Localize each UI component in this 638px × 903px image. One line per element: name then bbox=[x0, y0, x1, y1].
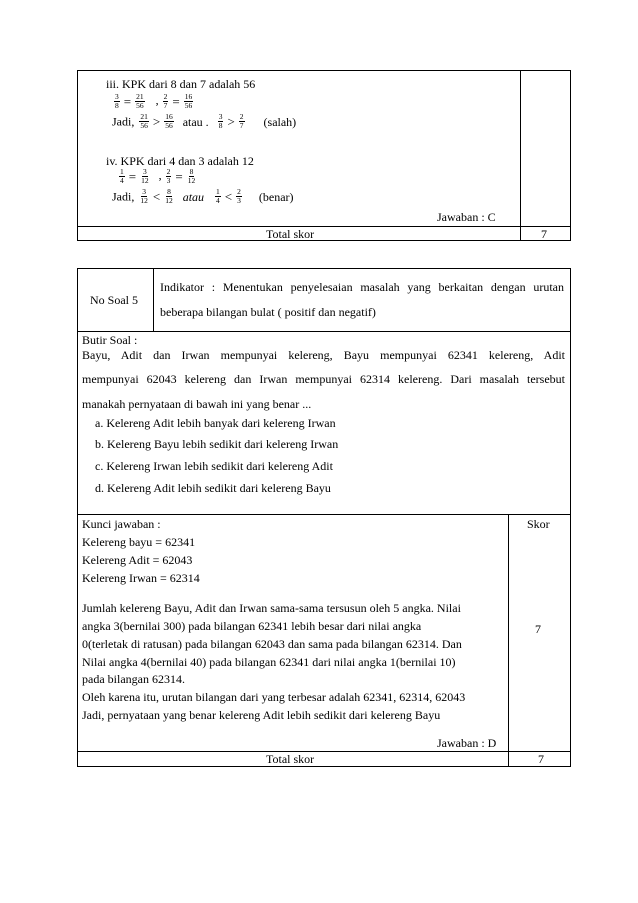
fraction: $\frac{3}{8}$ bbox=[218, 112, 223, 130]
answer-c: Jawaban : C bbox=[437, 210, 496, 224]
kunci-line-irwan: Kelereng Irwan = 62314 bbox=[82, 571, 200, 585]
fraction: $\frac{8}{12}$ bbox=[187, 167, 196, 185]
question-line-1: Bayu, Adit dan Irwan mempunyai kelereng, Bayu mempunyai 62341 kelereng, Adit bbox=[82, 348, 565, 362]
item-iii-equation: $\frac{3}{8}$ = $\frac{21}{56}$ , $\frac{2}{7}$ = $\frac{16}{56}$ bbox=[115, 92, 193, 110]
kunci-line-adit: Kelereng Adit = 62043 bbox=[82, 553, 193, 567]
fraction: $\frac{2}{7}$ bbox=[239, 112, 244, 130]
fraction: $\frac{2}{3}$ bbox=[237, 187, 241, 205]
fraction: $\frac{16}{56}$ bbox=[165, 112, 173, 130]
item-iii-conclusion: Jadi, $\frac{21}{56}$ > $\frac{16}{56}$ atau . $\frac{3}{8}$ > $\frac{2}{7}$ (salah) bbox=[112, 112, 297, 130]
option-b: b. Kelereng Bayu lebih sedikit dari kelereng Irwan bbox=[95, 437, 339, 451]
fraction: $\frac{21}{56}$ bbox=[136, 92, 144, 110]
option-c: c. Kelereng Irwan lebih sedikit dari kelereng Adit bbox=[95, 459, 333, 473]
no-soal-label: No Soal 5 bbox=[90, 293, 138, 307]
table2-header-divider bbox=[77, 331, 571, 332]
total-score-value: 7 bbox=[541, 227, 547, 241]
item-iv-conclusion: Jadi, $\frac{3}{12}$ < $\frac{8}{12}$ atau $\frac{1}{4}$ < $\frac{2}{3}$ (benar) bbox=[112, 187, 294, 205]
fraction: $\frac{3}{12}$ bbox=[140, 187, 148, 205]
total-score-value-2: 7 bbox=[538, 752, 544, 766]
item-iv-heading: iv. KPK dari 4 dan 3 adalah 12 bbox=[106, 154, 254, 168]
fraction: $\frac{2}{3}$ bbox=[166, 167, 171, 185]
table1-total-divider bbox=[77, 226, 571, 227]
table2-question-divider bbox=[77, 514, 571, 515]
question-line-2: mempunyai 62043 kelereng dan Irwan mempunyai 62314 kelereng. Dari masalah tersebut bbox=[82, 372, 565, 386]
table2-skor-divider bbox=[508, 514, 509, 767]
question-line-3: manakah pernyataan di bawah ini yang benar ... bbox=[82, 397, 312, 411]
skor-value: 7 bbox=[535, 622, 541, 636]
answer-d: Jawaban : D bbox=[437, 736, 497, 750]
butir-soal-label: Butir Soal : bbox=[82, 333, 138, 347]
fraction: $\frac{21}{56}$ bbox=[140, 112, 148, 130]
total-score-label-2: Total skor bbox=[266, 752, 315, 766]
fraction: $\frac{1}{4}$ bbox=[120, 167, 124, 185]
explanation-line-2: angka 3(bernilai 300) pada bilangan 62341 lebih besar dari nilai angka bbox=[82, 619, 422, 633]
status-benar: (benar) bbox=[258, 189, 294, 204]
item-iii-heading: iii. KPK dari 8 dan 7 adalah 56 bbox=[106, 77, 256, 91]
option-a: a. Kelereng Adit lebih banyak dari kelereng Irwan bbox=[95, 416, 336, 430]
fraction: $\frac{3}{8}$ bbox=[115, 92, 119, 110]
total-score-label: Total skor bbox=[266, 227, 315, 241]
explanation-line-4: Nilai angka 4(bernilai 40) pada bilangan 62341 dari nilai angka 1(bernilai 10) bbox=[82, 655, 456, 669]
skor-header: Skor bbox=[527, 517, 550, 531]
fraction: $\frac{8}{12}$ bbox=[165, 187, 173, 205]
option-d: d. Kelereng Adit lebih sedikit dari kelereng Bayu bbox=[95, 481, 331, 495]
fraction: $\frac{2}{7}$ bbox=[163, 92, 168, 110]
indikator-line-1: Indikator : Menentukan penyelesaian masalah yang berkaitan dengan urutan bbox=[160, 280, 564, 294]
indikator-line-2: beberapa bilangan bulat ( positif dan negatif) bbox=[160, 305, 376, 319]
explanation-line-5: pada bilangan 62314. bbox=[82, 672, 185, 686]
table2-total-divider bbox=[77, 751, 571, 752]
table2-no-soal-divider bbox=[153, 268, 154, 331]
table1-column-divider bbox=[520, 70, 521, 241]
explanation-line-3: 0(terletak di ratusan) pada bilangan 62043 dan sama pada bilangan 62314. Dan bbox=[82, 637, 462, 651]
kunci-jawaban-label: Kunci jawaban : bbox=[82, 517, 161, 531]
explanation-line-7: Jadi, pernyataan yang benar kelereng Adit lebih sedikit dari kelereng Bayu bbox=[82, 708, 441, 722]
kunci-line-bayu: Kelereng bayu = 62341 bbox=[82, 535, 196, 549]
item-iv-equation: $\frac{1}{4}$ = $\frac{3}{12}$ , $\frac{2}{3}$ = $\frac{8}{12}$ bbox=[120, 167, 196, 185]
explanation-line-1: Jumlah kelereng Bayu, Adit dan Irwan sama-sama tersusun oleh 5 angka. Nilai bbox=[82, 601, 461, 615]
fraction: $\frac{16}{56}$ bbox=[184, 92, 193, 110]
status-salah: (salah) bbox=[263, 114, 297, 129]
fraction: $\frac{1}{4}$ bbox=[216, 187, 220, 205]
fraction: $\frac{3}{12}$ bbox=[141, 167, 149, 185]
explanation-line-6: Oleh karena itu, urutan bilangan dari yang terbesar adalah 62341, 62314, 62043 bbox=[82, 690, 466, 704]
